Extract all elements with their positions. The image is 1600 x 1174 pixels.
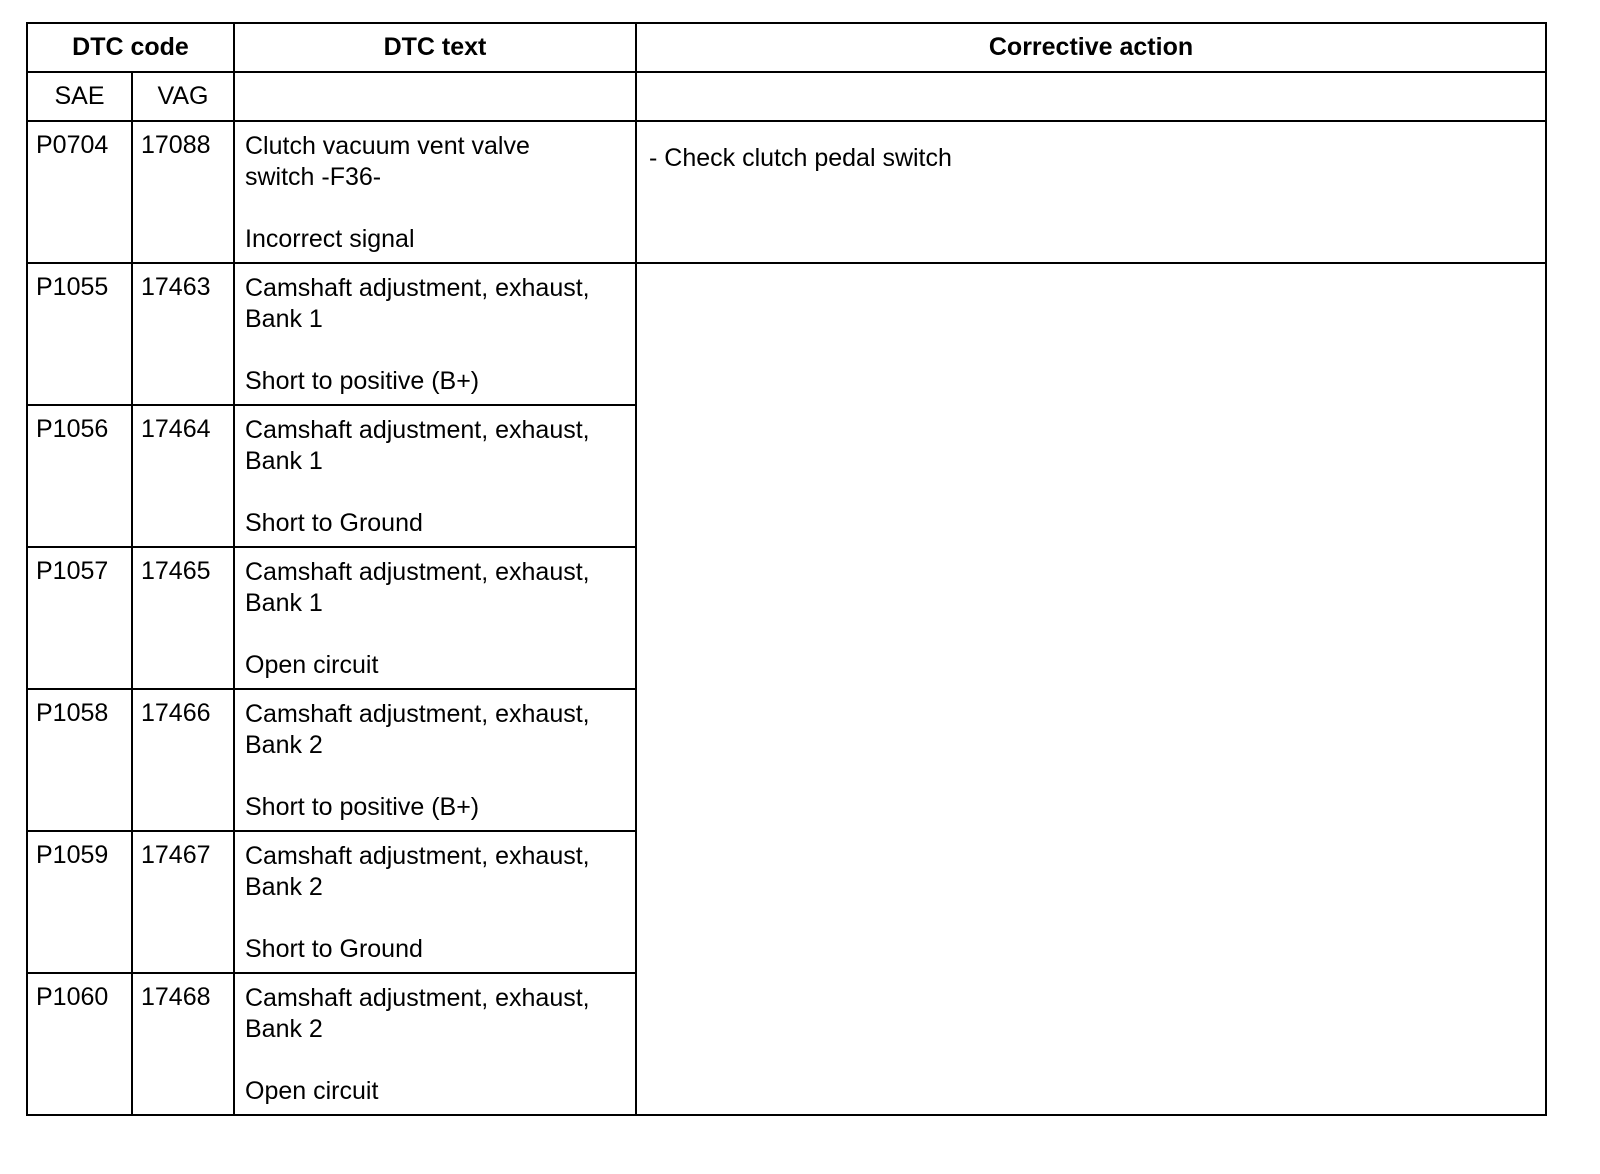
dtc-text-line: Clutch vacuum vent valve [245,132,530,160]
corrective-action-cell: - Check clutch pedal switch [636,121,1546,263]
vag-code: 17464 [132,405,234,547]
subheader-empty-action [636,72,1546,121]
dtc-fault-type: Short to Ground [245,935,423,963]
dtc-fault-type: Open circuit [245,1077,379,1105]
dtc-fault-type: Short to positive (B+) [245,793,480,821]
sae-code: P1060 [27,973,132,1115]
dtc-fault-type: Short to Ground [245,509,423,537]
dtc-text-cell [234,405,636,547]
dtc-text-line: Camshaft adjustment, exhaust, [245,700,590,728]
dtc-text-line: Bank 2 [245,731,323,759]
sae-code: P1055 [27,263,132,405]
dtc-text-cell [234,547,636,689]
dtc-text-cell [234,121,636,263]
header-dtc-text: DTC text [234,23,636,72]
dtc-text-cell [234,263,636,405]
dtc-text-line: Camshaft adjustment, exhaust, [245,558,590,586]
vag-code: 17465 [132,547,234,689]
table-row [27,121,1546,263]
dtc-fault-type: Incorrect signal [245,225,415,253]
vag-code: 17463 [132,263,234,405]
corrective-action-cell [636,263,1546,1115]
sae-code: P1057 [27,547,132,689]
dtc-text-cell [234,973,636,1115]
sae-code: P1059 [27,831,132,973]
header-corrective-action: Corrective action [636,23,1546,72]
sae-code: P1056 [27,405,132,547]
subheader-empty-text [234,72,636,121]
vag-code: 17088 [132,121,234,263]
dtc-text-cell [234,831,636,973]
table-row [27,263,1546,405]
dtc-text-line: Bank 2 [245,873,323,901]
header-dtc-code: DTC code [27,23,234,72]
dtc-text-line: Camshaft adjustment, exhaust, [245,842,590,870]
header-vag: VAG [132,72,234,121]
vag-code: 17466 [132,689,234,831]
sae-code: P0704 [27,121,132,263]
dtc-text-line: switch -F36- [245,163,382,191]
dtc-text-line: Camshaft adjustment, exhaust, [245,984,590,1012]
dtc-text-cell [234,689,636,831]
dtc-fault-type: Short to positive (B+) [245,367,480,395]
sae-code: P1058 [27,689,132,831]
dtc-fault-type: Open circuit [245,651,379,679]
vag-code: 17468 [132,973,234,1115]
dtc-text-line: Bank 1 [245,589,323,617]
dtc-table [26,22,1547,1116]
header-row [27,23,1546,72]
header-sae: SAE [27,72,132,121]
dtc-text-line: Bank 1 [245,305,323,333]
subheader-row [27,72,1546,121]
dtc-text-line: Bank 1 [245,447,323,475]
dtc-text-line: Camshaft adjustment, exhaust, [245,416,590,444]
dtc-text-line: Camshaft adjustment, exhaust, [245,274,590,302]
dtc-text-line: Bank 2 [245,1015,323,1043]
vag-code: 17467 [132,831,234,973]
